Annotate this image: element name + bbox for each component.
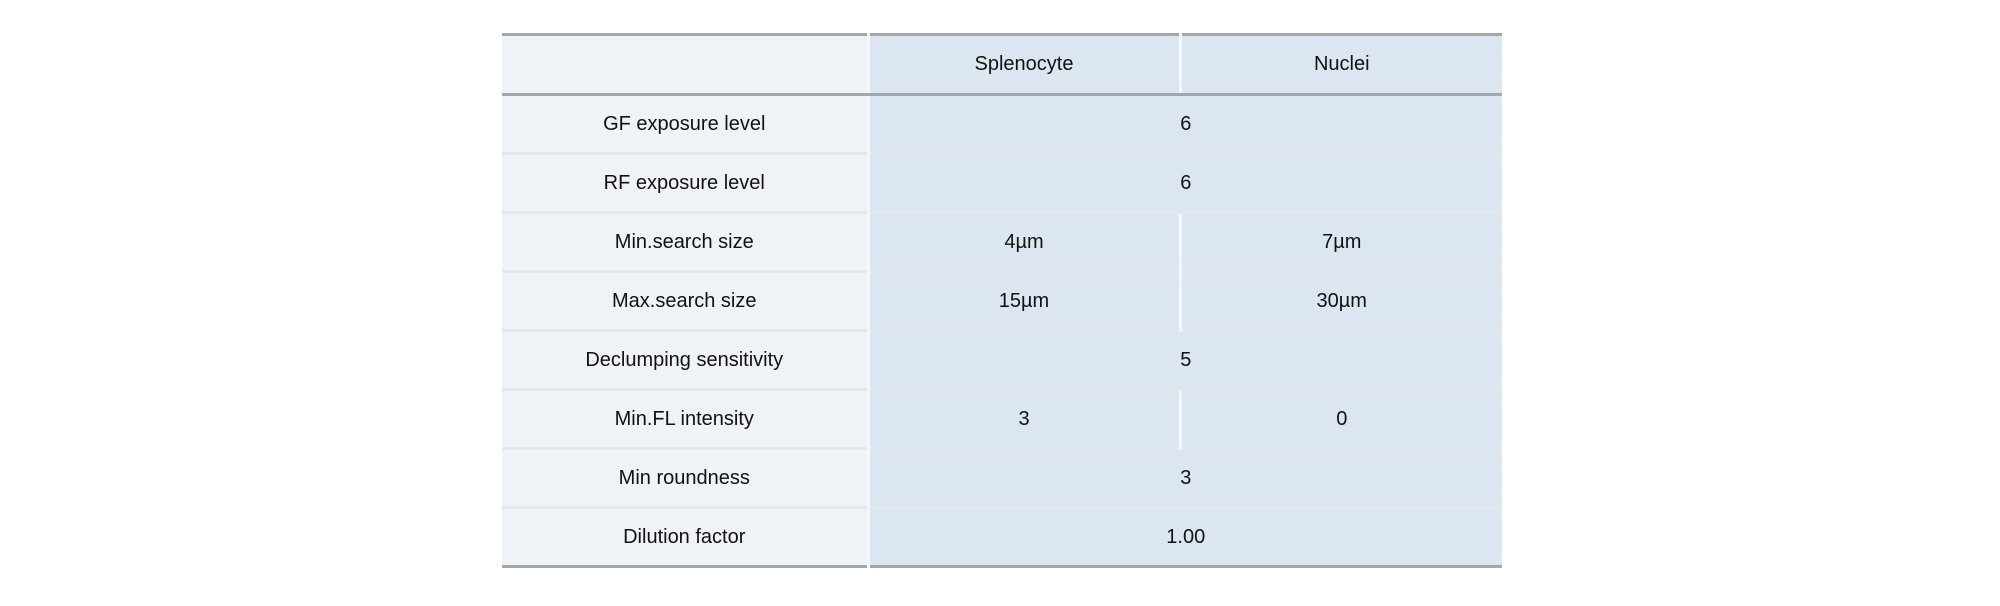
table-row bbox=[502, 331, 1502, 390]
row-label-gf-exposure-level: GF exposure level bbox=[502, 95, 868, 154]
value-declumping-sensitivity: 5 bbox=[868, 331, 1502, 390]
header-row bbox=[502, 35, 1502, 95]
value-max-search-size-nuclei: 30µm bbox=[1180, 272, 1502, 331]
value-gf-exposure-level: 6 bbox=[868, 95, 1502, 154]
table-row bbox=[502, 390, 1502, 449]
value-min-search-size-splenocyte: 4µm bbox=[868, 213, 1180, 272]
value-rf-exposure-level: 6 bbox=[868, 154, 1502, 213]
row-label-rf-exposure-level: RF exposure level bbox=[502, 154, 868, 213]
table-row bbox=[502, 449, 1502, 508]
row-label-declumping-sensitivity: Declumping sensitivity bbox=[502, 331, 868, 390]
column-header-splenocyte: Splenocyte bbox=[868, 35, 1180, 95]
row-label-max-search-size: Max.search size bbox=[502, 272, 868, 331]
value-min-search-size-nuclei: 7µm bbox=[1180, 213, 1502, 272]
value-max-search-size-splenocyte: 15µm bbox=[868, 272, 1180, 331]
table-header bbox=[502, 35, 1502, 95]
table-row bbox=[502, 95, 1502, 154]
settings-table bbox=[502, 33, 1502, 568]
table-row bbox=[502, 508, 1502, 567]
table-body bbox=[502, 95, 1502, 567]
row-label-min-fl-intensity: Min.FL intensity bbox=[502, 390, 868, 449]
row-label-dilution-factor: Dilution factor bbox=[502, 508, 868, 567]
value-min-roundness: 3 bbox=[868, 449, 1502, 508]
value-dilution-factor: 1.00 bbox=[868, 508, 1502, 567]
value-min-fl-intensity-nuclei: 0 bbox=[1180, 390, 1502, 449]
row-label-min-roundness: Min roundness bbox=[502, 449, 868, 508]
header-corner-cell bbox=[502, 35, 868, 95]
column-header-nuclei: Nuclei bbox=[1180, 35, 1502, 95]
table-row bbox=[502, 213, 1502, 272]
table-row bbox=[502, 154, 1502, 213]
row-label-min-search-size: Min.search size bbox=[502, 213, 868, 272]
value-min-fl-intensity-splenocyte: 3 bbox=[868, 390, 1180, 449]
table-row bbox=[502, 272, 1502, 331]
